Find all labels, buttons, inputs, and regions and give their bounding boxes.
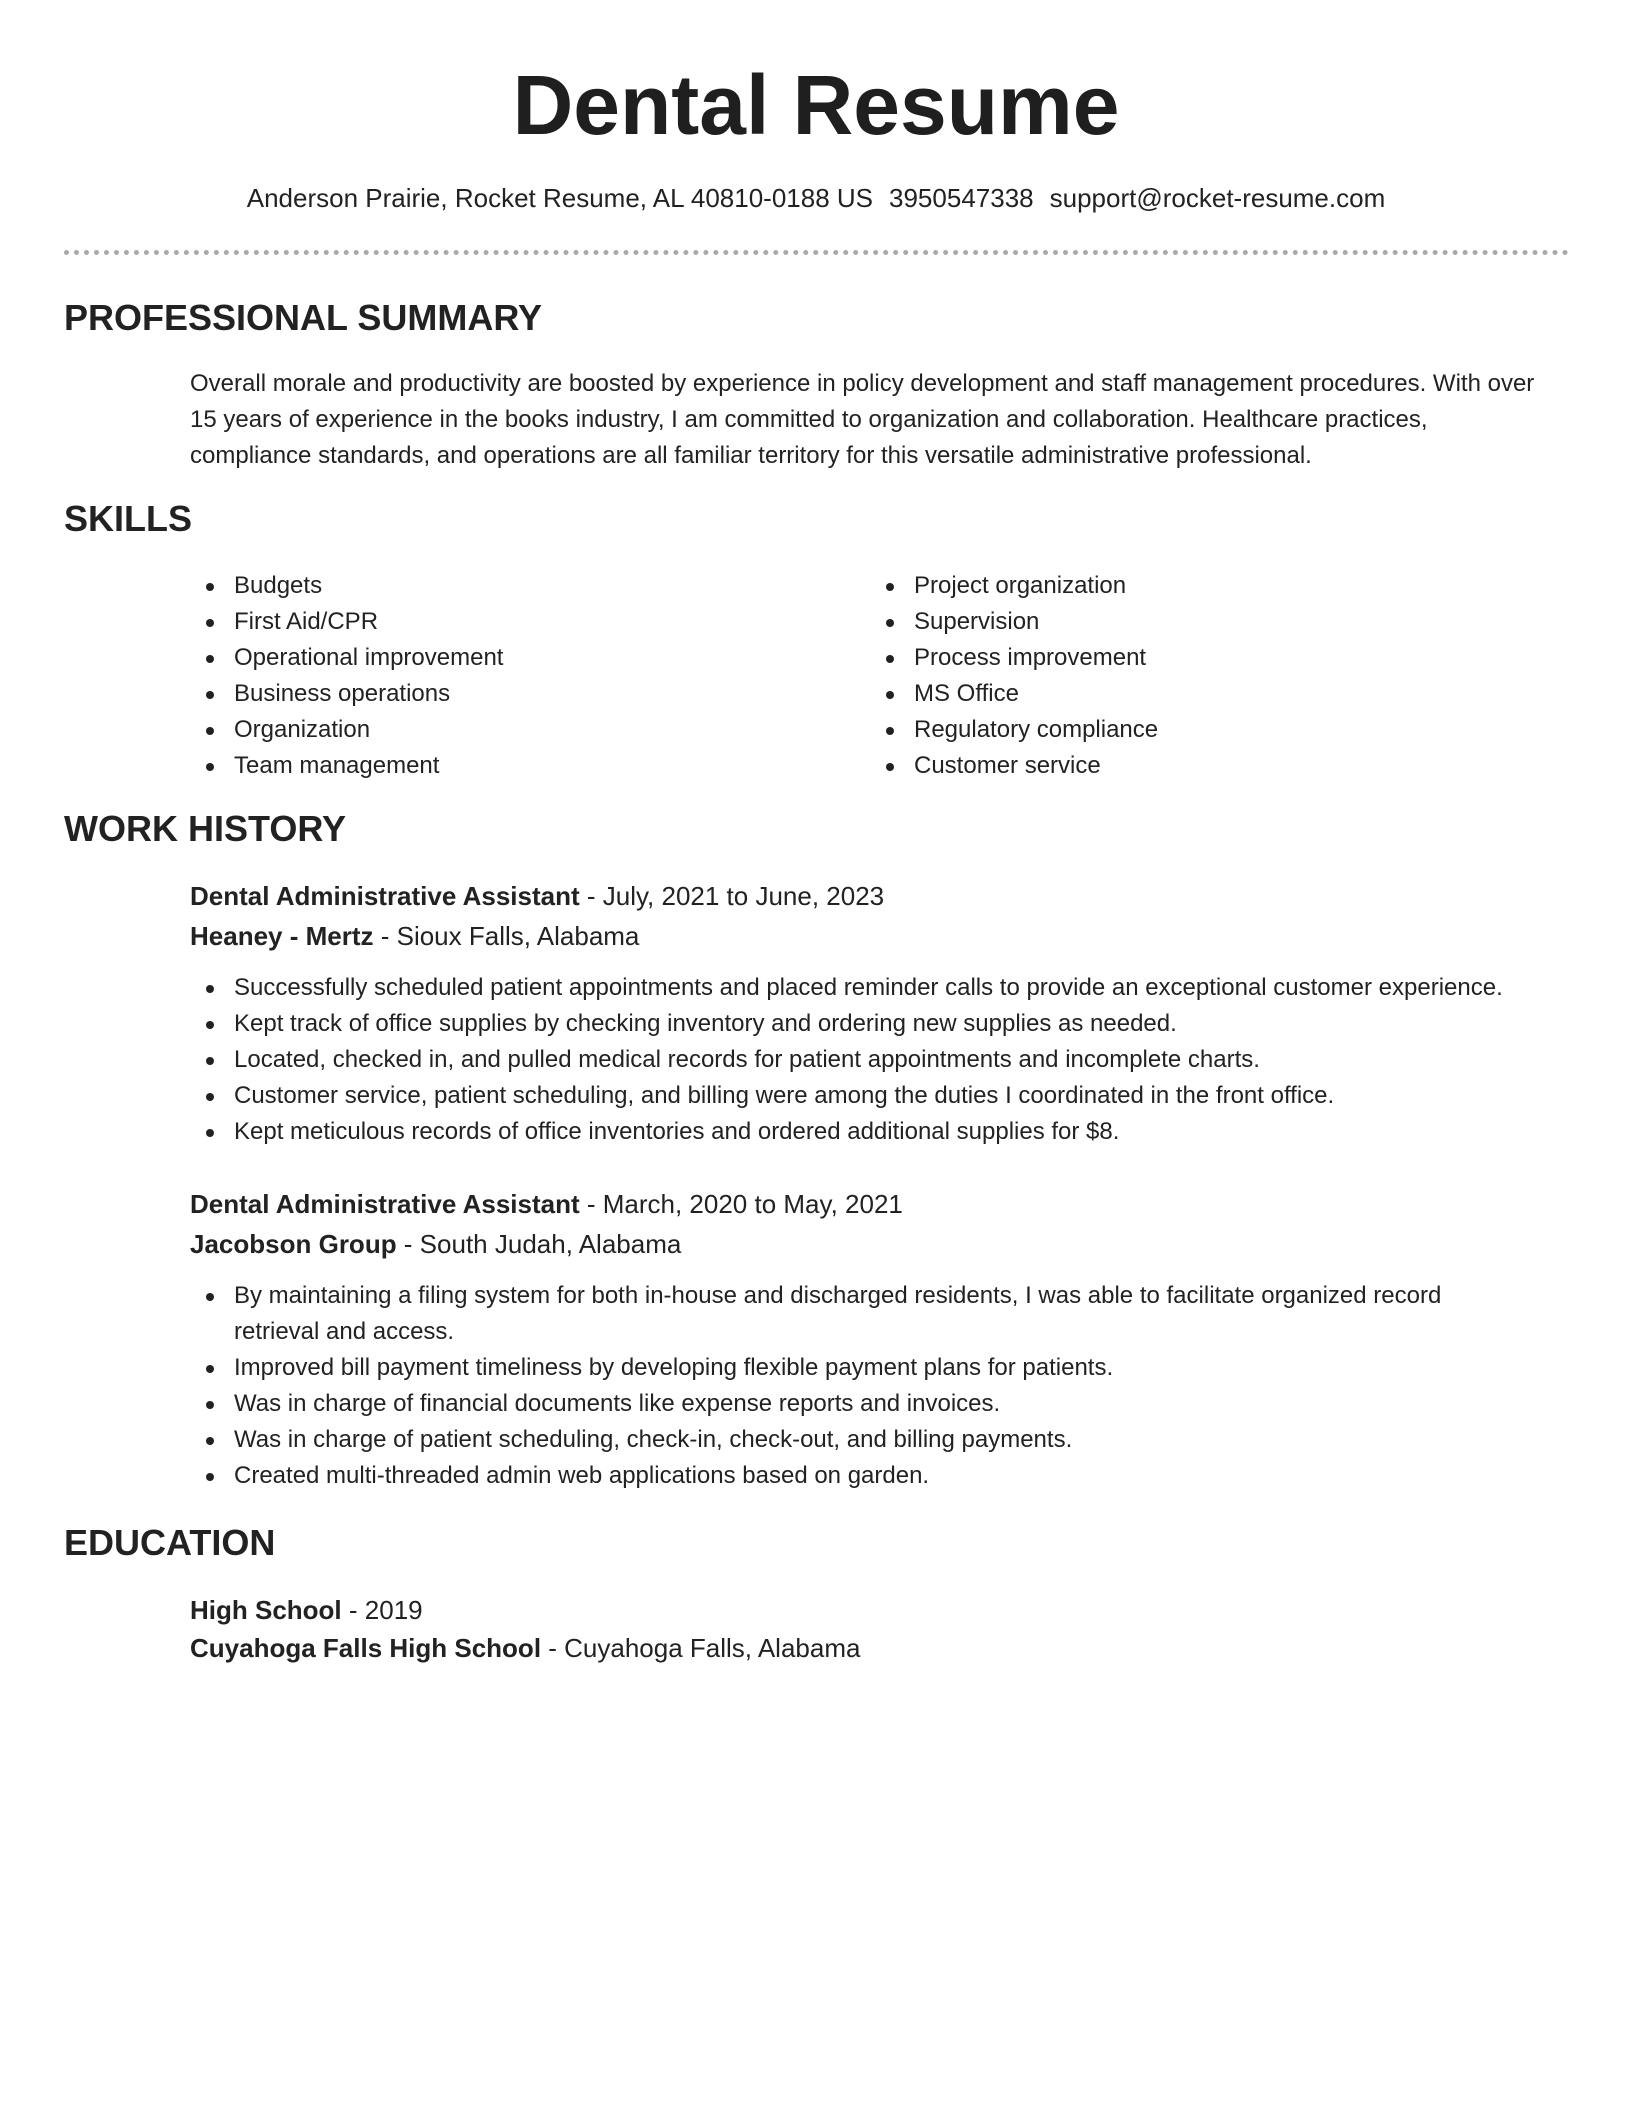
job-2-title-line [190, 1184, 903, 1224]
work-history-heading: WORK HISTORY [64, 808, 347, 849]
resume-title: Dental Resume [512, 58, 1120, 152]
education-school-line [190, 1628, 860, 1668]
job-1-duty: Kept meticulous records of office inventories and ordered additional supplies for $8. [190, 1114, 1570, 1150]
contact-phone: 3950547338 [889, 183, 1034, 213]
skill-item: Organization [190, 712, 830, 748]
contact-line [0, 178, 1632, 218]
skill-item: Budgets [190, 568, 830, 604]
skill-item: Process improvement [870, 640, 1550, 676]
job-1-location: - Sioux Falls, Alabama [373, 921, 640, 951]
job-2-duty: Improved bill payment timeliness by developing flexible payment plans for patients. [190, 1350, 1520, 1386]
job-2-duties [190, 1278, 1520, 1494]
job-2-location: - South Judah, Alabama [396, 1229, 682, 1259]
job-1-dates: - July, 2021 to June, 2023 [579, 881, 885, 911]
job-2-duty: Was in charge of financial documents like expense reports and invoices. [190, 1386, 1520, 1422]
job-2-company-line [190, 1224, 681, 1264]
job-2-duty: Was in charge of patient scheduling, check-in, check-out, and billing payments. [190, 1422, 1520, 1458]
education-heading: EDUCATION [64, 1522, 276, 1563]
job-2-company: Jacobson Group [190, 1229, 397, 1259]
job-1-duty: Successfully scheduled patient appointments and placed reminder calls to provide an exceptional customer experience. [190, 970, 1570, 1006]
contact-address: Anderson Prairie, Rocket Resume, AL 40810-0188 US [246, 183, 874, 213]
summary-text: Overall morale and productivity are boosted by experience in policy development and staff management procedures. With over 15 years of experience in the books industry, I am committed to organization and collaboration. Healthcare practices, compliance standards, and operations are all familiar territory for this versatile administrative professional. [190, 370, 1535, 469]
job-1-duties [190, 970, 1570, 1150]
job-2-title: Dental Administrative Assistant [190, 1189, 580, 1219]
education-school: Cuyahoga Falls High School [190, 1633, 542, 1663]
contact-email: support@rocket-resume.com [1049, 183, 1386, 213]
education-degree: High School [190, 1595, 342, 1625]
summary-heading: PROFESSIONAL SUMMARY [64, 297, 543, 338]
job-2-dates: - March, 2020 to May, 2021 [579, 1189, 903, 1219]
skill-item: Regulatory compliance [870, 712, 1550, 748]
skill-item: First Aid/CPR [190, 604, 830, 640]
skills-list-right [870, 568, 1550, 784]
job-2-duty: By maintaining a filing system for both in-house and discharged residents, I was able to facilitate organized record retrieval and access. [190, 1278, 1520, 1350]
job-1-title-line [190, 876, 884, 916]
header-divider [64, 250, 1569, 255]
skills-list-left [190, 568, 830, 784]
skill-item: Supervision [870, 604, 1550, 640]
skill-item: MS Office [870, 676, 1550, 712]
skill-item: Business operations [190, 676, 830, 712]
education-year: - 2019 [341, 1595, 423, 1625]
job-1-company: Heaney - Mertz [190, 921, 374, 951]
education-location: - Cuyahoga Falls, Alabama [541, 1633, 861, 1663]
job-2-duty: Created multi-threaded admin web applications based on garden. [190, 1458, 1520, 1494]
skills-heading: SKILLS [64, 498, 193, 539]
skill-item: Project organization [870, 568, 1550, 604]
skill-item: Operational improvement [190, 640, 830, 676]
job-1-company-line [190, 916, 639, 956]
skill-item: Customer service [870, 748, 1550, 784]
job-1-duty: Kept track of office supplies by checking inventory and ordering new supplies as needed. [190, 1006, 1570, 1042]
education-degree-line [190, 1590, 423, 1630]
skill-item: Team management [190, 748, 830, 784]
job-1-duty: Located, checked in, and pulled medical records for patient appointments and incomplete charts. [190, 1042, 1570, 1078]
job-1-duty: Customer service, patient scheduling, and billing were among the duties I coordinated in the front office. [190, 1078, 1570, 1114]
job-1-title: Dental Administrative Assistant [190, 881, 580, 911]
